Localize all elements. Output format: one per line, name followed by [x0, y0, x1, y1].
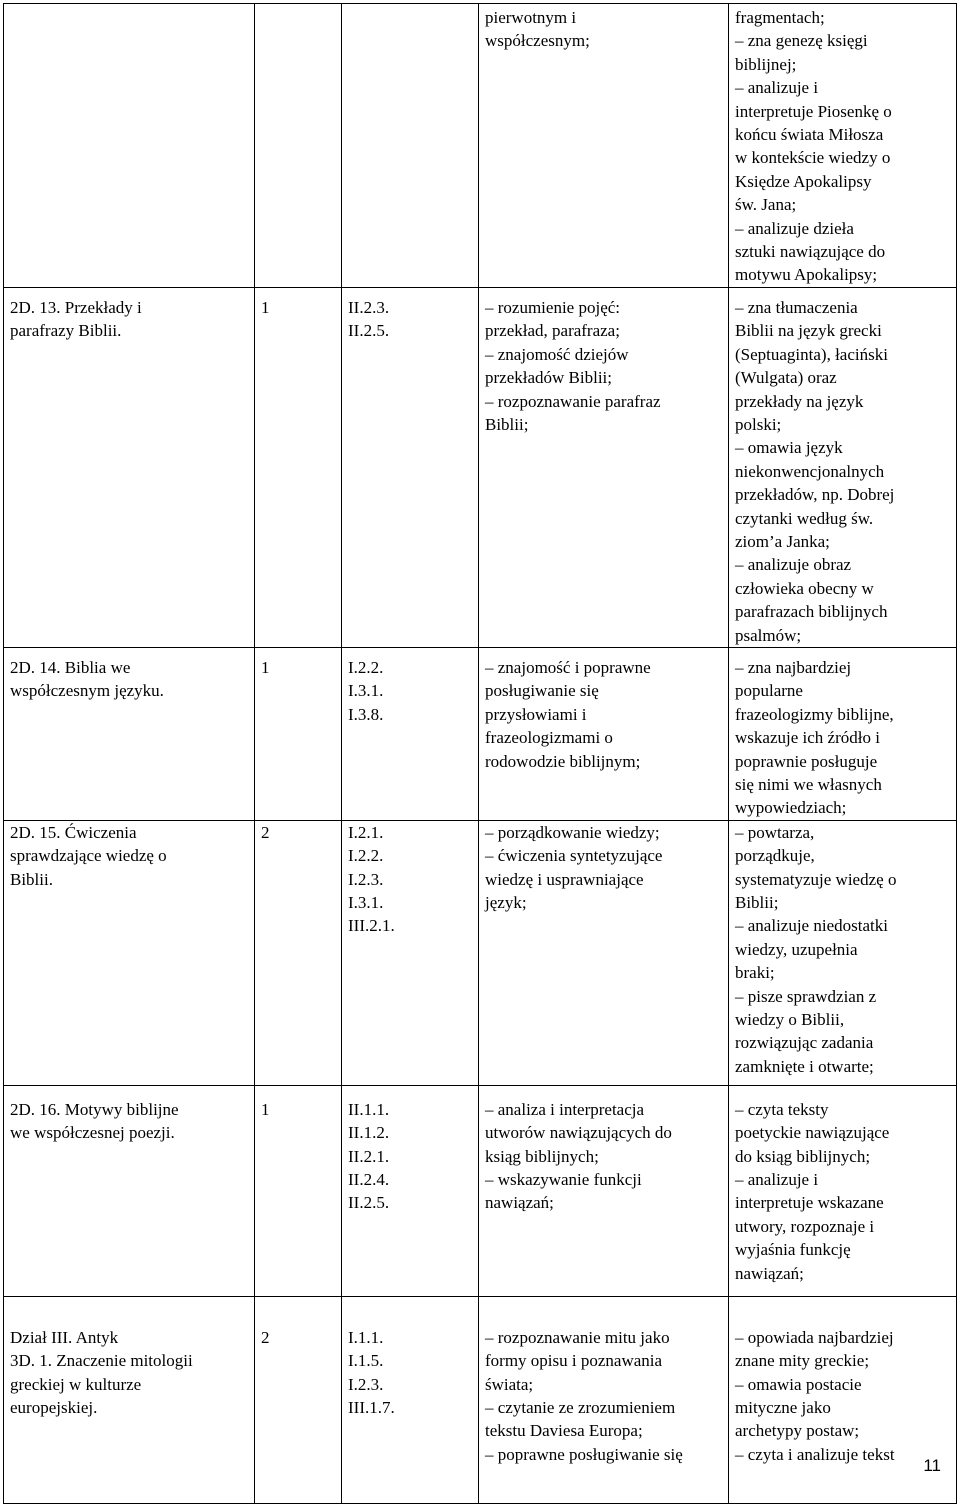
- cell-line: człowieka obecny w: [735, 578, 874, 598]
- cell-line: – zna genezę księgi: [735, 31, 868, 51]
- cell-line: II.1.2.: [348, 1123, 390, 1143]
- cell-line: – ćwiczenia syntetyzujące: [485, 846, 663, 866]
- cell-line: nawiązań;: [485, 1193, 554, 1213]
- cell-line: biblijnej;: [735, 54, 797, 74]
- activities-cell: [729, 1085, 957, 1296]
- cell-line: znane mity greckie;: [735, 1351, 870, 1371]
- cell-line: parafrazy Biblii.: [10, 321, 122, 341]
- cell-line: zamknięte i otwarte;: [735, 1056, 874, 1076]
- topic-cell: [4, 820, 255, 1085]
- cell-line: przekładów, np. Dobrej: [735, 485, 895, 505]
- cell-line: archetypy postaw;: [735, 1421, 860, 1441]
- cell-line: Biblii;: [485, 414, 529, 434]
- curriculum-table-body: [4, 4, 957, 1504]
- cell-line: ziom’a Janka;: [735, 531, 830, 551]
- cell-line: (Wulgata) oraz: [735, 368, 837, 388]
- cell-line: – analizuje niedostatki: [735, 916, 888, 936]
- cell-line: świata;: [485, 1374, 534, 1394]
- cell-line: ksiąg biblijnych;: [485, 1146, 599, 1166]
- cell-line: – zna najbardziej: [735, 657, 852, 677]
- cell-line: I.3.1.: [348, 681, 384, 701]
- table-row: [4, 1085, 957, 1296]
- cell-line: I.2.3.: [348, 1374, 384, 1394]
- requirements-cell: [479, 1085, 729, 1296]
- cell-line: – analizuje dzieła: [735, 218, 854, 238]
- table-row: [4, 1296, 957, 1503]
- cell-line: Księdze Apokalipsy: [735, 171, 872, 191]
- cell-line: 1: [261, 657, 270, 677]
- topic-cell: [4, 647, 255, 820]
- cell-line: 2D. 13. Przekłady i: [10, 297, 142, 317]
- activities-cell: [729, 1296, 957, 1503]
- codes-cell: [342, 647, 479, 820]
- cell-line: popularne: [735, 681, 803, 701]
- topic-cell: [4, 1085, 255, 1296]
- cell-line: greckiej w kulturze: [10, 1374, 142, 1394]
- topic-cell: [4, 1296, 255, 1503]
- cell-line: I.2.2.: [348, 846, 384, 866]
- codes-cell: [342, 4, 479, 288]
- cell-line: europejskiej.: [10, 1398, 98, 1418]
- cell-line: – omawia język: [735, 438, 843, 458]
- cell-line: przekładów Biblii;: [485, 368, 613, 388]
- cell-line: końcu świata Miłosza: [735, 125, 884, 145]
- cell-line: – rozpoznawanie mitu jako: [485, 1327, 670, 1347]
- cell-line: – zna tłumaczenia: [735, 297, 858, 317]
- cell-line: I.3.8.: [348, 704, 384, 724]
- cell-line: II.2.3.: [348, 297, 390, 317]
- cell-line: – analiza i interpretacja: [485, 1099, 645, 1119]
- hours-cell: [255, 820, 342, 1085]
- cell-line: mityczne jako: [735, 1398, 831, 1418]
- cell-line: 1: [261, 297, 270, 317]
- cell-line: – pisze sprawdzian z: [735, 986, 877, 1006]
- cell-line: – wskazywanie funkcji: [485, 1170, 642, 1190]
- requirements-cell: [479, 820, 729, 1085]
- cell-line: posługiwanie się: [485, 681, 599, 701]
- cell-line: 2D. 15. Ćwiczenia: [10, 822, 137, 842]
- cell-line: Biblii;: [735, 893, 779, 913]
- cell-line: sztuki nawiązujące do: [735, 242, 886, 262]
- table-row: [4, 820, 957, 1085]
- cell-line: się nimi we własnych: [735, 775, 882, 794]
- cell-line: przekłady na język: [735, 391, 864, 411]
- hours-cell: [255, 4, 342, 288]
- curriculum-table: [3, 3, 957, 1504]
- cell-line: tekstu Daviesa Europa;: [485, 1421, 643, 1441]
- cell-line: I.2.1.: [348, 822, 384, 842]
- cell-line: – poprawne posługiwanie się: [485, 1444, 683, 1464]
- requirements-cell: [479, 287, 729, 647]
- cell-line: Biblii.: [10, 869, 53, 889]
- activities-cell: [729, 4, 957, 288]
- codes-cell: [342, 287, 479, 647]
- cell-line: II.2.1.: [348, 1146, 390, 1166]
- cell-line: interpretuje wskazane: [735, 1193, 884, 1213]
- cell-line: – porządkowanie wiedzy;: [485, 822, 660, 842]
- cell-line: 2D. 16. Motywy biblijne: [10, 1099, 179, 1119]
- cell-line: niekonwencjonalnych: [735, 461, 885, 481]
- activities-cell: [729, 287, 957, 647]
- cell-line: frazeologizmami o: [485, 728, 613, 748]
- hours-cell: [255, 647, 342, 820]
- table-row: [4, 4, 957, 288]
- cell-line: sprawdzające wiedzę o: [10, 846, 167, 866]
- cell-line: we współczesnej poezji.: [10, 1123, 175, 1143]
- cell-line: czytanki według św.: [735, 508, 874, 528]
- cell-line: I.3.1.: [348, 893, 384, 913]
- cell-line: przysłowiami i: [485, 704, 587, 724]
- cell-line: 2: [261, 1327, 270, 1347]
- cell-line: II.2.5.: [348, 1193, 390, 1213]
- cell-line: III.1.7.: [348, 1398, 395, 1418]
- cell-line: polski;: [735, 414, 782, 434]
- cell-line: 3D. 1. Znaczenie mitologii: [10, 1351, 193, 1371]
- cell-line: – czyta teksty: [735, 1099, 829, 1119]
- cell-line: – opowiada najbardziej: [735, 1327, 894, 1347]
- cell-line: rozwiązując zadania: [735, 1033, 874, 1053]
- cell-line: II.1.1.: [348, 1099, 390, 1119]
- cell-line: wyjaśnia funkcję: [735, 1240, 851, 1260]
- cell-line: – omawia postacie: [735, 1374, 862, 1394]
- hours-cell: [255, 1296, 342, 1503]
- cell-line: 2D. 14. Biblia we: [10, 657, 131, 677]
- activities-cell: [729, 647, 957, 820]
- cell-line: III.2.1.: [348, 916, 395, 936]
- cell-line: – analizuje i: [735, 78, 819, 98]
- cell-line: do ksiąg biblijnych;: [735, 1146, 871, 1166]
- cell-line: utworów nawiązujących do: [485, 1123, 672, 1143]
- cell-line: I.1.1.: [348, 1327, 384, 1347]
- hours-cell: [255, 1085, 342, 1296]
- cell-line: w kontekście wiedzy o: [735, 148, 891, 168]
- codes-cell: [342, 1296, 479, 1503]
- table-row: [4, 287, 957, 647]
- cell-line: poetyckie nawiązujące: [735, 1123, 890, 1143]
- cell-line: formy opisu i poznawania: [485, 1351, 663, 1371]
- cell-line: współczesnym;: [485, 31, 590, 51]
- cell-line: I.2.2.: [348, 657, 384, 677]
- page-number: 11: [923, 1456, 941, 1475]
- cell-line: II.2.4.: [348, 1170, 390, 1190]
- cell-line: – rozpoznawanie parafraz: [485, 391, 661, 411]
- cell-line: św. Jana;: [735, 195, 797, 215]
- cell-line: nawiązań;: [735, 1263, 804, 1283]
- cell-line: wypowiedziach;: [735, 798, 847, 818]
- table-row: [4, 647, 957, 820]
- cell-line: – rozumienie pojęć:: [485, 297, 621, 317]
- cell-line: wiedzę i usprawniające: [485, 869, 644, 889]
- cell-line: rodowodzie biblijnym;: [485, 751, 641, 771]
- requirements-cell: [479, 4, 729, 288]
- codes-cell: [342, 1085, 479, 1296]
- cell-line: motywu Apokalipsy;: [735, 265, 878, 285]
- cell-line: pierwotnym i: [485, 8, 577, 27]
- cell-line: Dział III. Antyk: [10, 1327, 119, 1347]
- cell-line: (Septuaginta), łaciński: [735, 344, 888, 364]
- cell-line: 1: [261, 1099, 270, 1119]
- cell-line: psalmów;: [735, 625, 802, 645]
- cell-line: – znajomość dziejów: [485, 344, 629, 364]
- cell-line: język;: [485, 893, 527, 913]
- cell-line: porządkuje,: [735, 846, 815, 866]
- cell-line: fragmentach;: [735, 8, 825, 27]
- codes-cell: [342, 820, 479, 1085]
- cell-line: – analizuje i: [735, 1170, 819, 1190]
- cell-line: – analizuje obraz: [735, 555, 852, 575]
- cell-line: 2: [261, 822, 270, 842]
- hours-cell: [255, 287, 342, 647]
- cell-line: parafrazach biblijnych: [735, 602, 888, 622]
- topic-cell: [4, 287, 255, 647]
- cell-line: braki;: [735, 963, 775, 983]
- cell-line: II.2.5.: [348, 321, 390, 341]
- cell-line: Biblii na język grecki: [735, 321, 882, 341]
- cell-line: przekład, parafraza;: [485, 321, 620, 341]
- cell-line: wskazuje ich źródło i: [735, 728, 880, 748]
- cell-line: – znajomość i poprawne: [485, 657, 651, 677]
- cell-line: poprawnie posługuje: [735, 751, 878, 771]
- topic-cell: [4, 4, 255, 288]
- cell-line: interpretuje Piosenkę o: [735, 101, 892, 121]
- requirements-cell: [479, 1296, 729, 1503]
- cell-line: wiedzy, uzupełnia: [735, 939, 858, 959]
- cell-line: współczesnym języku.: [10, 681, 164, 701]
- activities-cell: [729, 820, 957, 1085]
- cell-line: – powtarza,: [735, 822, 815, 842]
- cell-line: frazeologizmy biblijne,: [735, 704, 894, 724]
- cell-line: wiedzy o Biblii,: [735, 1010, 845, 1030]
- cell-line: – czytanie ze zrozumieniem: [485, 1398, 676, 1418]
- requirements-cell: [479, 647, 729, 820]
- cell-line: I.1.5.: [348, 1351, 384, 1371]
- cell-line: utwory, rozpoznaje i: [735, 1216, 875, 1236]
- cell-line: systematyzuje wiedzę o: [735, 869, 897, 889]
- cell-line: – czyta i analizuje tekst: [735, 1444, 895, 1464]
- cell-line: I.2.3.: [348, 869, 384, 889]
